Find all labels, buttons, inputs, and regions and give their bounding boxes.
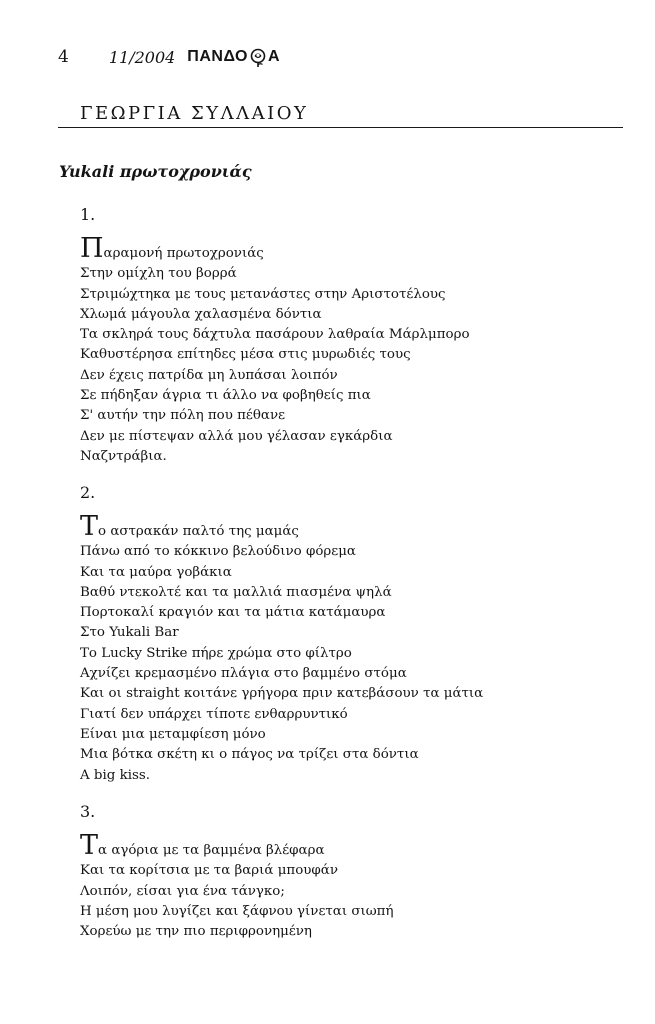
poem-line: Είναι μια μεταμφίεση μόνο [80, 726, 266, 742]
poem-line: Στην ομίχλη του βορρά [80, 266, 237, 282]
poem-line: Τα σκληρά τους δάχτυλα πασάρουν λαθραία Μάρλμπορο [80, 327, 470, 343]
poem-line: Λοιπόν, είσαι για ένα τάνγκο; [80, 883, 285, 899]
stanza [80, 511, 484, 786]
poem-line: Στριμώχτηκα με τους μετανάστες στην Αριστοτέλους [80, 286, 446, 302]
poem-line: Και τα μαύρα γοβάκια [80, 564, 232, 580]
author-name: ΓΕΩΡΓΙΑ ΣΥΛΛΑΙΟΥ [80, 103, 309, 124]
drop-cap: Τ [80, 830, 99, 861]
stanza-first-line [80, 830, 393, 861]
running-header [58, 45, 280, 69]
first-line-text: ο αστρακάν παλτό της μαμάς [98, 524, 299, 539]
poem-line: Και οι straight κοιτάνε γρήγορα πριν κατεβάσουν τα μάτια [80, 686, 484, 702]
magazine-logo [187, 47, 280, 67]
poem-line: Πάνω από το κόκκινο βελούδινο φόρεμα [80, 544, 356, 560]
section-number: 1. [80, 205, 96, 224]
header-rule [58, 127, 623, 128]
poem-line: Σε πήδηξαν άγρια τι άλλο να φοβηθείς πια [80, 388, 371, 404]
rose-icon [249, 47, 267, 67]
poem-line: Σ' αυτήν την πόλη που πέθανε [80, 408, 286, 424]
poem-line: Η μέση μου λυγίζει και ξάφνου γίνεται σιωπή [80, 903, 394, 919]
stanza-first-line [80, 511, 483, 542]
stanza [80, 233, 470, 467]
issue-date: 11/2004 [108, 47, 176, 67]
poem-line: Μια βότκα σκέτη κι ο πάγος να τρίζει στα δόντια [80, 747, 419, 763]
drop-cap: Τ [80, 511, 99, 542]
poem-line: Γιατί δεν υπάρχει τίποτε ενθαρρυντικό [80, 706, 348, 722]
first-line-text: α αγόρια με τα βαμμένα βλέφαρα [98, 843, 325, 858]
poem-line: Και τα κορίτσια με τα βαριά μπουφάν [80, 863, 338, 879]
poem-section-2 [80, 481, 483, 786]
poem-line: Χορεύω με την πιο περιφρονημένη [80, 924, 312, 940]
poem-line: Δεν έχεις πατρίδα μη λυπάσαι λοιπόν [80, 367, 338, 383]
poem-section-1 [80, 203, 470, 467]
magazine-name-right: Α [267, 48, 281, 65]
poem-line: Στο Yukali Bar [80, 625, 179, 641]
poem-line: Ναζντράβια. [80, 448, 167, 464]
poem-title: Yukali πρωτοχρονιάς [59, 162, 252, 181]
stanza-first-line [80, 233, 470, 264]
poem-section-3 [80, 800, 393, 942]
section-number: 2. [80, 483, 96, 502]
poem-line: Πορτοκαλί κραγιόν και τα μάτια κατάμαυρα [80, 605, 386, 621]
poem-line: A big kiss. [80, 767, 151, 783]
poem-line: Δεν με πίστεψαν αλλά μου γέλασαν εγκάρδια [80, 428, 393, 444]
page-number: 4 [58, 47, 69, 67]
poem-line: Αχνίζει κρεμασμένο πλάγια στο βαμμένο στόμα [80, 666, 407, 682]
magazine-name-left: ΠΑΝΔΟ [187, 48, 248, 65]
poem-line: Καθυστέρησα επίτηδες μέσα στις μυρωδιές τους [80, 347, 411, 363]
drop-cap: Π [80, 233, 104, 264]
section-number: 3. [80, 802, 96, 821]
first-line-text: αραμονή πρωτοχρονιάς [103, 246, 264, 261]
poem-line: Βαθύ ντεκολτέ και τα μαλλιά πιασμένα ψηλά [80, 584, 392, 600]
poem-line: Το Lucky Strike πήρε χρώμα στο φίλτρο [80, 645, 352, 661]
stanza [80, 830, 394, 942]
poem-line: Χλωμά μάγουλα χαλασμένα δόντια [80, 306, 322, 322]
